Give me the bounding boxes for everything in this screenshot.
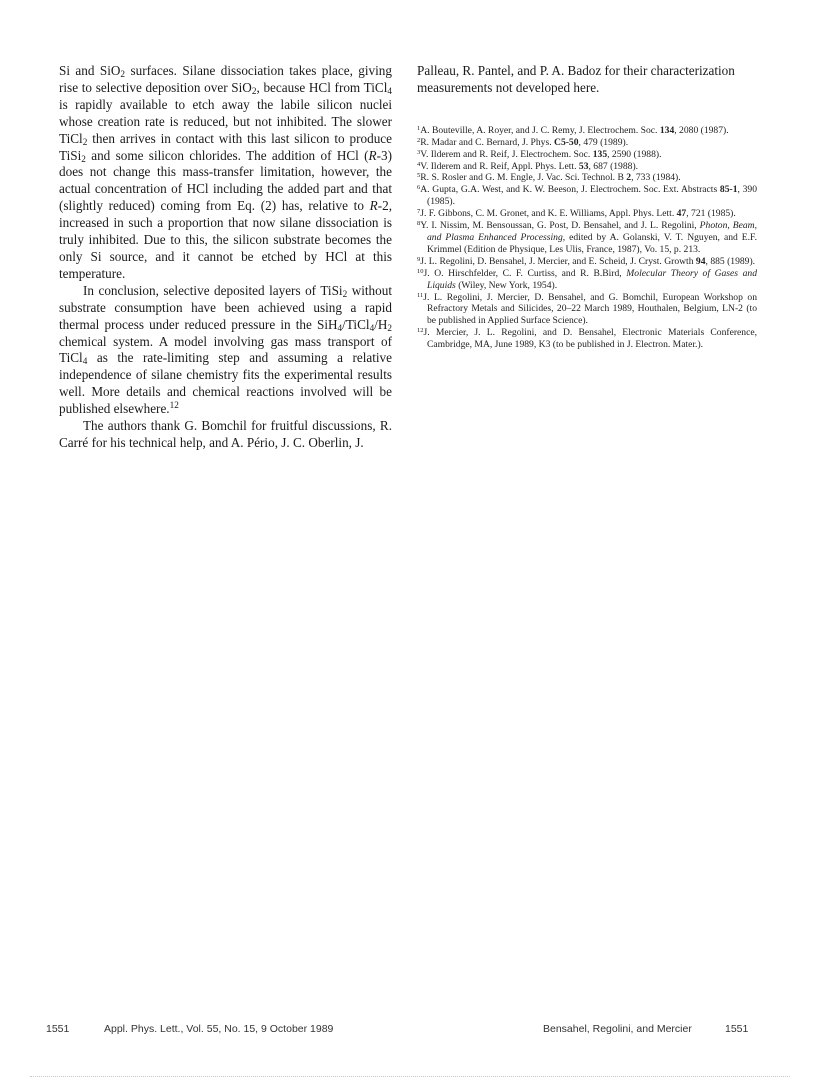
- body-paragraph: Si and SiO$_2$ surfaces. Silane dissociation takes place, giving rise to selective deposition over SiO$_2$, because HCl from TiCl$_4$ is rapidly available to etch away the labile silicon nuclei whose creation rate is reduced, but not inhibited. The slower TiCl$_2$ then arrives in contact with this last silicon to produce TiSi$_2$ and some silicon chlorides. The addition of HCl (R-3) does not change this mass-transfer limitation, however, the actual concentration of HCl including the added part and that (slightly reduced) coming from Eq. (2) has, relative to R-2, increased in such a proportion that now silane dissociation is truly inhibited. Due to this, the silicon substrate becomes the only Si source, and it cannot be etched by HCl at this temperature.: [59, 63, 392, 281]
- reference-item: $^9$J. L. Regolini, D. Bensahel, J. Mercier, and E. Scheid, J. Cryst. Growth 94, 885 (1989).: [417, 255, 756, 267]
- reference-number: 12: [417, 327, 424, 335]
- acknowledgment-paragraph: The authors thank G. Bomchil for fruitful discussions, R. Carré for his technical help, and A. Pério, J. C. Oberlin, J.: [59, 418, 392, 450]
- left-column: [59, 63, 392, 452]
- footer-page-number-left: 1551: [46, 1023, 70, 1035]
- reference-item: $^{10}$J. O. Hirschfelder, C. F. Curtiss, and R. B.Bird, Molecular Theory of Gases and Liquids (Wiley, New York, 1954).: [417, 267, 757, 291]
- reference-item: $^1$A. Bouteville, A. Royer, and J. C. Remy, J. Electrochem. Soc. 134, 2080 (1987).: [417, 124, 729, 136]
- reference-item: $^6$A. Gupta, G.A. West, and K. W. Beeson, J. Electrochem. Soc. Ext. Abstracts 85-1, 390 (1985).: [417, 184, 757, 208]
- footer-journal-citation: Appl. Phys. Lett., Vol. 55, No. 15, 9 October 1989: [104, 1023, 334, 1035]
- reference-item: $^4$V. Ilderem and R. Reif, Appl. Phys. Lett. 53, 687 (1988).: [417, 160, 639, 172]
- right-column: [417, 63, 757, 351]
- footer-page-number-right: 1551: [725, 1023, 749, 1035]
- reference-item: $^8$Y. I. Nissim, M. Bensoussan, G. Post, D. Bensahel, and J. L. Regolini, Photon, Beam, and Plasma Enhanced Processing, edited by A. Golanski, V. T. Nguyen, and E.F. Krimmel (Edition de Physique, Les Ulis, France, 1987), Vo. 15, p. 213.: [417, 220, 757, 255]
- conclusion-paragraph: In conclusion, selective deposited layers of TiSi$_2$ without substrate consumption have been achieved using a rapid thermal process under reduced pressure in the $SiH_4/TiCl_4/H_2$ chemical system. A model involving gas mass transport of TiCl$_4$ as the rate-limiting step and assuming a relative independence of silane chemistry fits the experimental results well. More details and chemical reactions involved will be published elsewhere.$^{12}$: [59, 282, 392, 417]
- reference-number: 1: [417, 124, 421, 132]
- acknowledgment-continuation: Palleau, R. Pantel, and P. A. Badoz for their characterization measurements not developed here.: [417, 63, 735, 95]
- reference-list: [417, 125, 757, 351]
- reference-number: 7: [417, 208, 421, 216]
- reference-number: 2: [417, 136, 421, 144]
- reference-item: $^2$R. Madar and C. Bernard, J. Phys. C5-50, 479 (1989).: [417, 136, 629, 148]
- reference-number: 4: [417, 160, 421, 168]
- reference-item: $^5$R. S. Rosler and G. M. Engle, J. Vac. Sci. Technol. B 2, 733 (1984).: [417, 172, 681, 184]
- reference-item: $^{12}$J. Mercier, J. L. Regolini, and D. Bensahel, Electronic Materials Conference, Cambridge, MA, June 1989, K3 (to be published in J. Electron. Mater.).: [417, 327, 757, 351]
- reference-number: 9: [417, 255, 421, 263]
- reference-number: 3: [417, 148, 421, 156]
- reference-number: 5: [417, 172, 421, 180]
- reference-item: $^7$J. F. Gibbons, C. M. Gronet, and K. E. Williams, Appl. Phys. Lett. 47, 721 (1985).: [417, 208, 736, 220]
- scan-edge-line: [30, 1076, 790, 1077]
- reference-item: $^{11}$J. L. Regolini, J. Mercier, D. Bensahel, and G. Bomchil, European Workshop on Refractory Metals and Silicides, 20–22 March 1989, Houthalen, Belgium, LN-2 (to be published in Applied Surface Science).: [417, 291, 757, 327]
- reference-number: 8: [417, 220, 421, 228]
- reference-item: $^3$V. Ilderem and R. Reif, J. Electrochem. Soc. 135, 2590 (1988).: [417, 148, 662, 160]
- reference-number: 10: [417, 267, 424, 275]
- footer-authors: Bensahel, Regolini, and Mercier: [543, 1023, 692, 1035]
- reference-number: 6: [417, 184, 421, 192]
- page-footer: [0, 1023, 815, 1039]
- reference-number: 11: [417, 291, 424, 299]
